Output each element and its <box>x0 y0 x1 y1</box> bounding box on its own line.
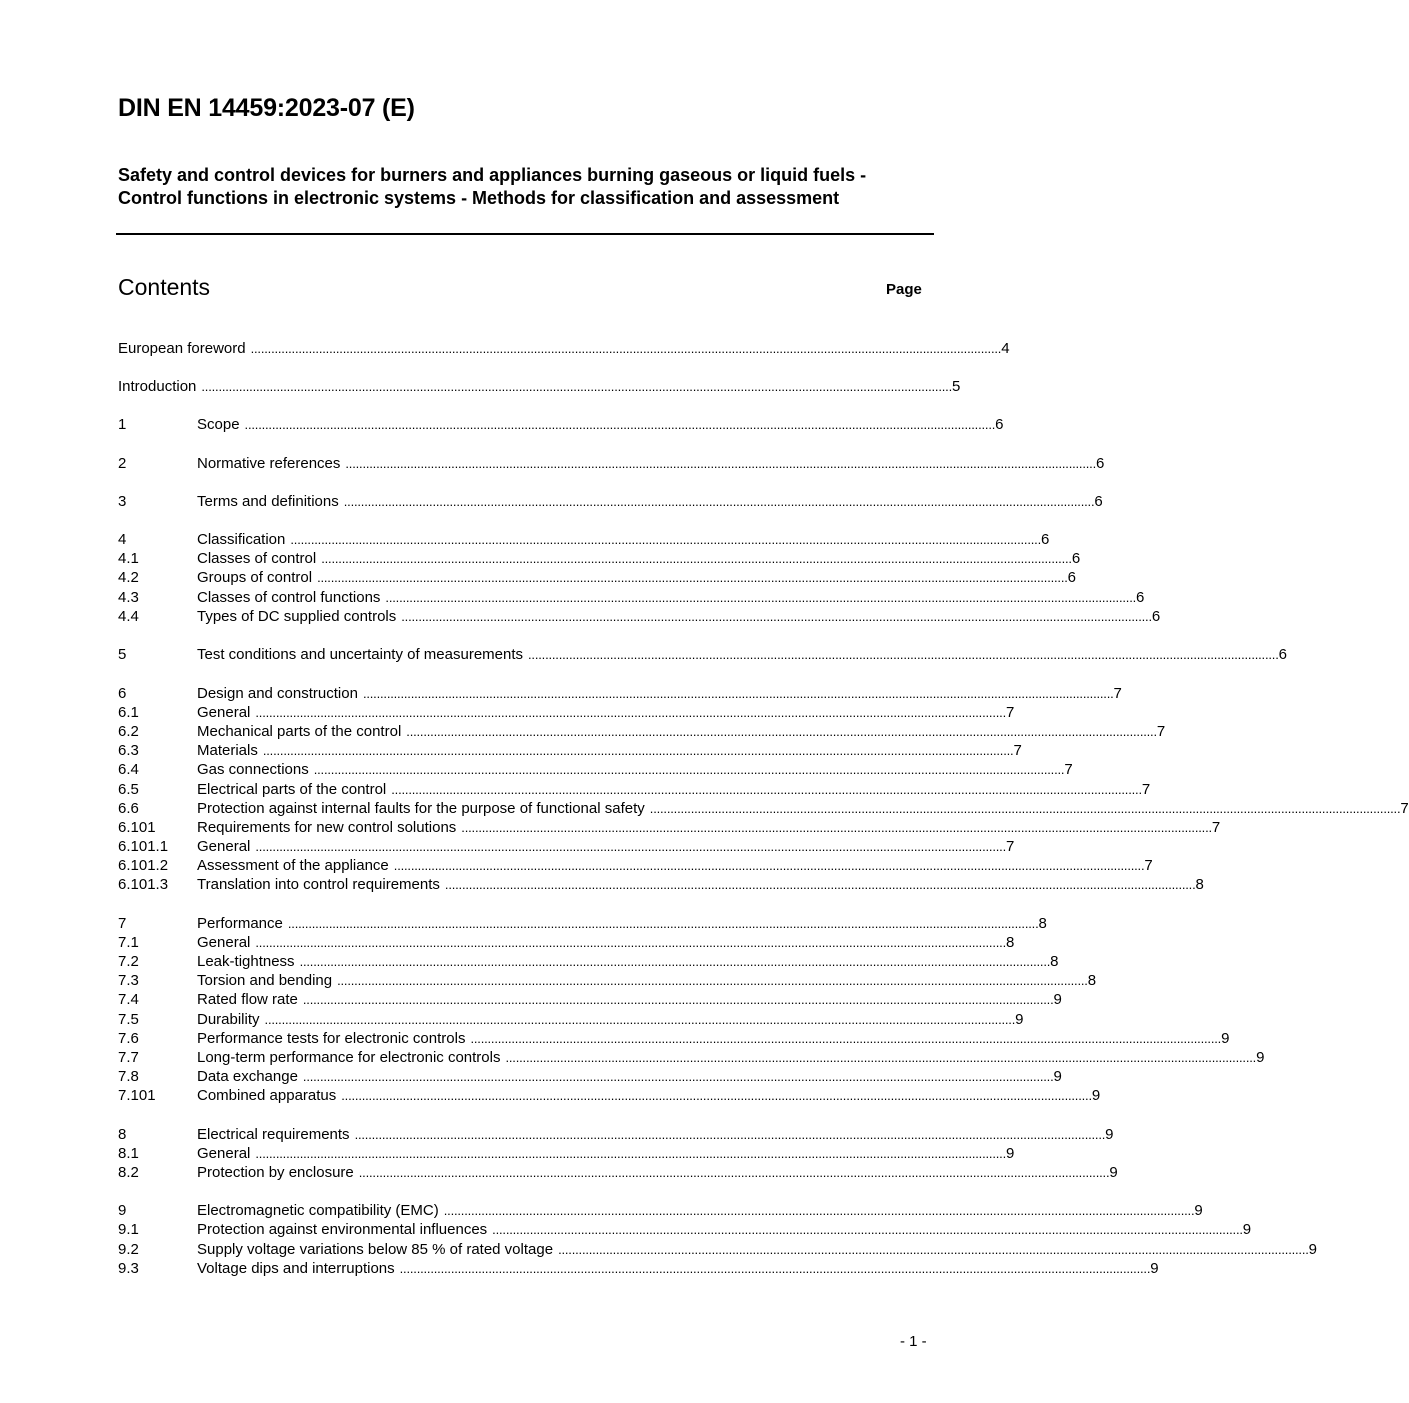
toc-entry-title: General <box>197 838 251 855</box>
toc-entry-number: 7 <box>118 915 127 932</box>
toc-entry-number: 7.3 <box>118 972 139 989</box>
title-divider <box>116 233 934 235</box>
toc-dot-leader: ............................................................................................................................................................................................................................ <box>362 686 1114 701</box>
toc-entry-page: 7 <box>1005 838 1015 855</box>
toc-dot-leader: ............................................................................................................................................................................................................................ <box>649 801 1401 816</box>
toc-entry-page: 9 <box>1005 1145 1015 1162</box>
toc-entry-number: 5 <box>118 646 127 663</box>
toc-entry-number: 6.6 <box>118 800 139 817</box>
toc-entry[interactable] <box>118 588 1145 607</box>
toc-entry[interactable] <box>118 722 1166 741</box>
toc-entry-title: Data exchange <box>197 1068 298 1085</box>
toc-entry-page: 8 <box>1050 953 1059 970</box>
toc-entry-page: 7 <box>1005 704 1015 721</box>
toc-dot-leader: ............................................................................................................................................................................................................................ <box>443 1203 1195 1218</box>
toc-entry-title: Terms and definitions <box>197 493 339 510</box>
toc-entry-number: 4.3 <box>118 589 139 606</box>
toc-entry-page: 9 <box>1105 1126 1114 1143</box>
toc-entry-number: 8.1 <box>118 1145 139 1162</box>
toc-entry-title: Leak-tightness <box>197 953 295 970</box>
toc-entry-number: 6.101 <box>118 819 156 836</box>
toc-entry-title: Groups of control <box>197 569 313 586</box>
toc-entry-title: Test conditions and uncertainty of measurements <box>197 646 524 663</box>
toc-dot-leader: ............................................................................................................................................................................................................................ <box>341 1088 1092 1103</box>
toc-dot-leader: ............................................................................................................................................................................................................................ <box>317 570 1068 585</box>
toc-entry-number: 7.4 <box>118 991 139 1008</box>
toc-entry-title: Protection against internal faults for the purpose of functional safety <box>197 800 645 817</box>
toc-dot-leader: ............................................................................................................................................................................................................................ <box>406 724 1157 739</box>
toc-entry[interactable] <box>118 971 1097 990</box>
toc-entry-number: 7.1 <box>118 934 139 951</box>
toc-entry[interactable] <box>118 1144 1015 1163</box>
toc-entry-number: 6.4 <box>118 761 139 778</box>
toc-entry-number: 6.101.2 <box>118 857 169 874</box>
toc-entry-number: 1 <box>118 416 127 433</box>
toc-entry-page: 6 <box>1096 455 1105 472</box>
toc-entry-page: 4 <box>1001 340 1010 357</box>
toc-entry-title: Introduction <box>118 378 197 395</box>
toc-entry[interactable] <box>118 837 1015 856</box>
toc-dot-leader: ............................................................................................................................................................................................................................ <box>401 609 1152 624</box>
toc-dot-leader: ............................................................................................................................................................................................................................ <box>250 341 1002 356</box>
toc-entry-title: Combined apparatus <box>197 1087 337 1104</box>
toc-entry-number: 6.2 <box>118 723 139 740</box>
toc-entry-page: 9 <box>1091 1087 1101 1104</box>
toc-dot-leader: ............................................................................................................................................................................................................................ <box>492 1222 1243 1237</box>
toc-entry[interactable] <box>118 339 1010 358</box>
document-title: Safety and control devices for burners and appliances burning gaseous or liquid fuels - Control functions in electronic systems - Methods for classification and assessment <box>118 165 867 208</box>
toc-entry[interactable] <box>118 1163 1118 1182</box>
toc-dot-leader: ............................................................................................................................................................................................................................ <box>385 590 1137 605</box>
toc-entry-page: 7 <box>1113 685 1122 702</box>
toc-entry-title: Voltage dips and interruptions <box>197 1260 395 1277</box>
toc-entry[interactable] <box>118 875 1204 894</box>
toc-entry-number: 8 <box>118 1126 127 1143</box>
toc-entry-number: 7.6 <box>118 1030 139 1047</box>
toc-entry-number: 7.5 <box>118 1011 139 1028</box>
toc-entry[interactable] <box>118 607 1161 626</box>
toc-entry-title: European foreword <box>118 340 246 357</box>
toc-entry-title: Materials <box>197 742 258 759</box>
toc-entry[interactable] <box>118 549 1081 568</box>
document-id: DIN EN 14459:2023-07 (E) <box>118 94 415 122</box>
toc-entry-page: 6 <box>1151 608 1161 625</box>
toc-entry-title: Long-term performance for electronic controls <box>197 1049 501 1066</box>
toc-entry-number: 9.3 <box>118 1260 139 1277</box>
contents-heading: Contents <box>118 274 211 300</box>
toc-entry-number: 4 <box>118 531 127 548</box>
toc-entry-page: 7 <box>1144 857 1153 874</box>
toc-entry[interactable] <box>118 492 1103 511</box>
toc-entry[interactable] <box>118 1067 1062 1086</box>
toc-dot-leader: ............................................................................................................................................................................................................................ <box>558 1242 1309 1257</box>
toc-dot-leader: ............................................................................................................................................................................................................................ <box>470 1031 1222 1046</box>
toc-entry[interactable] <box>118 645 1287 664</box>
toc-entry-page: 7 <box>1211 819 1221 836</box>
toc-entry[interactable] <box>118 530 1050 549</box>
toc-entry[interactable] <box>118 741 1022 760</box>
toc-dot-leader: ............................................................................................................................................................................................................................ <box>244 417 996 432</box>
toc-entry-number: 4.1 <box>118 550 139 567</box>
toc-entry[interactable] <box>118 799 1409 818</box>
toc-entry-title: Requirements for new control solutions <box>197 819 457 836</box>
toc-entry-title: General <box>197 1145 251 1162</box>
toc-entry[interactable] <box>118 760 1073 779</box>
toc-dot-leader: ............................................................................................................................................................................................................................ <box>461 820 1212 835</box>
toc-entry-number: 9.1 <box>118 1221 139 1238</box>
toc-entry-title: Translation into control requirements <box>197 876 440 893</box>
toc-entry-page: 7 <box>1141 781 1151 798</box>
toc-entry-page: 9 <box>1308 1241 1318 1258</box>
toc-entry-number: 7.2 <box>118 953 139 970</box>
toc-entry[interactable] <box>118 1125 1114 1144</box>
toc-entry-number: 6.1 <box>118 704 139 721</box>
toc-entry-page: 7 <box>1156 723 1166 740</box>
toc-entry-number: 9 <box>118 1202 127 1219</box>
toc-dot-leader: ............................................................................................................................................................................................................................ <box>255 705 1006 720</box>
toc-entry-page: 9 <box>1053 991 1062 1008</box>
toc-entry[interactable] <box>118 818 1221 837</box>
toc-dot-leader: ............................................................................................................................................................................................................................ <box>287 916 1039 931</box>
toc-entry-number: 2 <box>118 455 127 472</box>
toc-dot-leader: ............................................................................................................................................................................................................................ <box>299 954 1051 969</box>
toc-entry-title: Scope <box>197 416 240 433</box>
toc-dot-leader: ............................................................................................................................................................................................................................ <box>399 1261 1151 1276</box>
toc-entry-title: Classification <box>197 531 286 548</box>
toc-dot-leader: ............................................................................................................................................................................................................................ <box>444 877 1196 892</box>
toc-entry-number: 4.2 <box>118 569 139 586</box>
toc-entry-title: Classes of control functions <box>197 589 381 606</box>
toc-entry-title: Protection against environmental influences <box>197 1221 488 1238</box>
toc-entry[interactable] <box>118 1086 1101 1105</box>
toc-entry-title: General <box>197 704 251 721</box>
toc-dot-leader: ............................................................................................................................................................................................................................ <box>255 1146 1006 1161</box>
toc-dot-leader: ............................................................................................................................................................................................................................ <box>391 782 1142 797</box>
toc-entry-page: 5 <box>952 378 961 395</box>
toc-dot-leader: ............................................................................................................................................................................................................................ <box>302 992 1054 1007</box>
toc-dot-leader: ............................................................................................................................................................................................................................ <box>313 762 1065 777</box>
toc-entry-title: Electrical requirements <box>197 1126 350 1143</box>
toc-entry[interactable] <box>118 856 1153 875</box>
toc-entry-title: Electrical parts of the control <box>197 781 387 798</box>
toc-entry-title: Performance tests for electronic controls <box>197 1030 466 1047</box>
toc-dot-leader: ............................................................................................................................................................................................................................ <box>201 379 952 394</box>
toc-entry-number: 6.5 <box>118 781 139 798</box>
toc-entry[interactable] <box>118 1220 1252 1239</box>
toc-dot-leader: ............................................................................................................................................................................................................................ <box>337 973 1088 988</box>
toc-entry-page: 8 <box>1038 915 1047 932</box>
toc-entry[interactable] <box>118 914 1047 933</box>
toc-entry-title: Types of DC supplied controls <box>197 608 397 625</box>
toc-entry-number: 6.3 <box>118 742 139 759</box>
toc-entry-page: 6 <box>1094 493 1103 510</box>
toc-entry-page: 9 <box>1242 1221 1252 1238</box>
toc-entry-page: 9 <box>1109 1164 1118 1181</box>
toc-entry[interactable] <box>118 952 1059 971</box>
toc-dot-leader: ............................................................................................................................................................................................................................ <box>505 1050 1257 1065</box>
toc-dot-leader: ............................................................................................................................................................................................................................ <box>354 1127 1106 1142</box>
toc-entry-title: Protection by enclosure <box>197 1164 354 1181</box>
toc-entry[interactable] <box>118 415 1004 434</box>
toc-entry-page: 6 <box>1278 646 1287 663</box>
toc-entry[interactable] <box>118 780 1151 799</box>
toc-entry-title: Gas connections <box>197 761 309 778</box>
toc-entry-title: Rated flow rate <box>197 991 298 1008</box>
toc-entry-number: 8.2 <box>118 1164 139 1181</box>
toc-entry-page: 8 <box>1195 876 1204 893</box>
toc-entry-number: 9.2 <box>118 1241 139 1258</box>
toc-entry[interactable] <box>118 1259 1159 1278</box>
toc-entry-title: Design and construction <box>197 685 358 702</box>
toc-entry[interactable] <box>118 703 1015 722</box>
toc-dot-leader: ............................................................................................................................................................................................................................ <box>262 743 1014 758</box>
toc-dot-leader: ............................................................................................................................................................................................................................ <box>255 839 1006 854</box>
toc-entry-page: 9 <box>1221 1030 1230 1047</box>
toc-entry-title: General <box>197 934 251 951</box>
toc-entry-title: Classes of control <box>197 550 317 567</box>
toc-dot-leader: ............................................................................................................................................................................................................................ <box>345 456 1096 471</box>
toc-entry-title: Supply voltage variations below 85 % of rated voltage <box>197 1241 554 1258</box>
toc-dot-leader: ............................................................................................................................................................................................................................ <box>343 494 1095 509</box>
toc-dot-leader: ............................................................................................................................................................................................................................ <box>302 1069 1054 1084</box>
toc-entry-number: 3 <box>118 493 127 510</box>
toc-entry-page: 6 <box>1040 531 1050 548</box>
toc-dot-leader: ............................................................................................................................................................................................................................ <box>290 532 1041 547</box>
toc-dot-leader: ............................................................................................................................................................................................................................ <box>393 858 1145 873</box>
toc-dot-leader: ............................................................................................................................................................................................................................ <box>321 551 1072 566</box>
toc-entry-page: 9 <box>1015 1011 1024 1028</box>
toc-dot-leader: ............................................................................................................................................................................................................................ <box>528 647 1279 662</box>
toc-entry-page: 9 <box>1150 1260 1159 1277</box>
toc-entry-title: Normative references <box>197 455 341 472</box>
toc-entry-page: 6 <box>1071 550 1081 567</box>
toc-entry[interactable] <box>118 1240 1318 1259</box>
toc-entry[interactable] <box>118 568 1077 587</box>
toc-dot-leader: ............................................................................................................................................................................................................................ <box>264 1012 1016 1027</box>
toc-entry-page: 9 <box>1256 1049 1265 1066</box>
toc-entry-page: 7 <box>1400 800 1409 817</box>
toc-entry-number: 7.7 <box>118 1049 139 1066</box>
toc-entry-page: 9 <box>1194 1202 1203 1219</box>
toc-entry-page: 7 <box>1064 761 1073 778</box>
toc-entry-title: Torsion and bending <box>197 972 333 989</box>
toc-entry-page: 7 <box>1013 742 1022 759</box>
toc-entry-number: 6.101.3 <box>118 876 169 893</box>
page-column-heading: Page <box>886 281 922 298</box>
toc-entry-title: Performance <box>197 915 283 932</box>
toc-entry[interactable] <box>118 377 961 396</box>
toc-entry-page: 9 <box>1053 1068 1062 1085</box>
toc-dot-leader: ............................................................................................................................................................................................................................ <box>358 1165 1110 1180</box>
toc-entry-title: Assessment of the appliance <box>197 857 389 874</box>
toc-entry-number: 7.8 <box>118 1068 139 1085</box>
toc-entry-page: 6 <box>1136 589 1145 606</box>
toc-entry-title: Mechanical parts of the control <box>197 723 402 740</box>
toc-entry-page: 8 <box>1005 934 1015 951</box>
toc-entry-number: 7.101 <box>118 1087 156 1104</box>
toc-entry[interactable] <box>118 933 1015 952</box>
toc-entry[interactable] <box>118 684 1122 703</box>
toc-entry[interactable] <box>118 1029 1230 1048</box>
footer-page-number: - 1 - <box>900 1333 927 1350</box>
toc-entry[interactable] <box>118 1048 1265 1067</box>
toc-dot-leader: ............................................................................................................................................................................................................................ <box>255 935 1006 950</box>
toc-entry-title: Durability <box>197 1011 260 1028</box>
toc-entry[interactable] <box>118 454 1105 473</box>
toc-entry-page: 8 <box>1087 972 1097 989</box>
toc-entry-number: 6.101.1 <box>118 838 169 855</box>
toc-entry-page: 6 <box>1067 569 1077 586</box>
toc-entry-number: 4.4 <box>118 608 139 625</box>
toc-entry-page: 6 <box>995 416 1004 433</box>
toc-entry[interactable] <box>118 1010 1024 1029</box>
toc-entry[interactable] <box>118 990 1062 1009</box>
toc-entry[interactable] <box>118 1201 1203 1220</box>
toc-entry-number: 6 <box>118 685 127 702</box>
toc-entry-title: Electromagnetic compatibility (EMC) <box>197 1202 439 1219</box>
